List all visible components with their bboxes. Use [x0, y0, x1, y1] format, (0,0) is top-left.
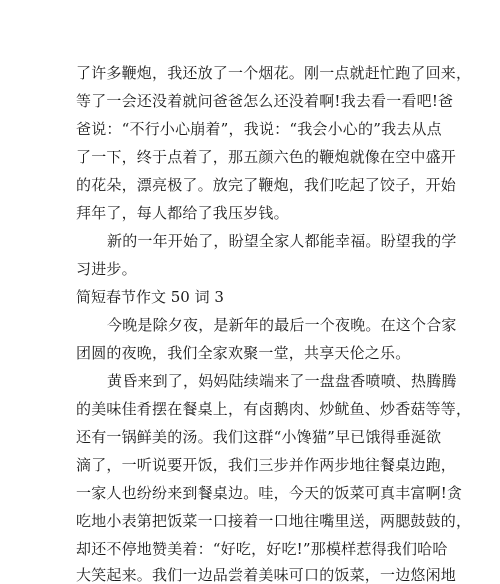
- paragraph-line: 吃地小表第把饭菜一口接着一口地往嘴里送，两腮鼓鼓的，: [76, 512, 472, 530]
- paragraph-line: 的花朵，漂亮极了。放完了鞭炮，我们吃起了饺子，开始: [76, 176, 457, 194]
- paragraph-line: 新的一年开始了，盼望全家人都能幸福。盼望我的学: [107, 232, 457, 250]
- paragraph-line: 黄昏来到了，妈妈陆续端来了一盘盘香喷喷、热腾腾: [107, 372, 457, 390]
- paragraph-line: 大笑起来。我们一边品尝着美味可口的饭菜，一边悠闲地: [76, 566, 457, 584]
- paragraph-line: 等了一会还没着就问爸爸怎么还没着啊!我去看一看吧!爸: [76, 92, 454, 110]
- paragraph-line: 今晚是除夕夜，是新年的最后一个夜晚。在这个合家: [107, 316, 457, 334]
- paragraph-line: 了一下，终于点着了，那五颜六色的鞭炮就像在空中盛开: [76, 148, 457, 166]
- paragraph-line: 还有一锅鲜美的汤。我们这群“小馋猫”早已饿得垂涎欲: [76, 428, 442, 446]
- paragraph-line: 了许多鞭炮，我还放了一个烟花。刚一点就赶忙跑了回来，: [76, 64, 472, 82]
- paragraph-line: 一家人也纷纷来到餐桌边。哇，今天的饭菜可真丰富啊!贪: [76, 484, 463, 502]
- paragraph-line: 团圆的夜晚，我们全家欢聚一堂，共享天伦之乐。: [76, 344, 411, 362]
- paragraph-line: 爸说：“不行小心崩着”，我说：“我会小心的”我去从点: [76, 120, 442, 138]
- paragraph-line: 滴了，一听说要开饭，我们三步并作两步地往餐桌边跑，: [76, 456, 457, 474]
- paragraph-line: 的美味佳肴摆在餐桌上，有卤鹅肉、炒鱿鱼、炒香菇等等，: [76, 400, 472, 418]
- paragraph-line: 习进步。: [76, 260, 137, 278]
- section-heading: 简短春节作文 50 词 3: [76, 288, 224, 306]
- paragraph-line: 拜年了，每人都给了我压岁钱。: [76, 204, 289, 222]
- paragraph-line: 却还不停地赞美着：“好吃，好吃!”那模样惹得我们哈哈: [76, 540, 448, 558]
